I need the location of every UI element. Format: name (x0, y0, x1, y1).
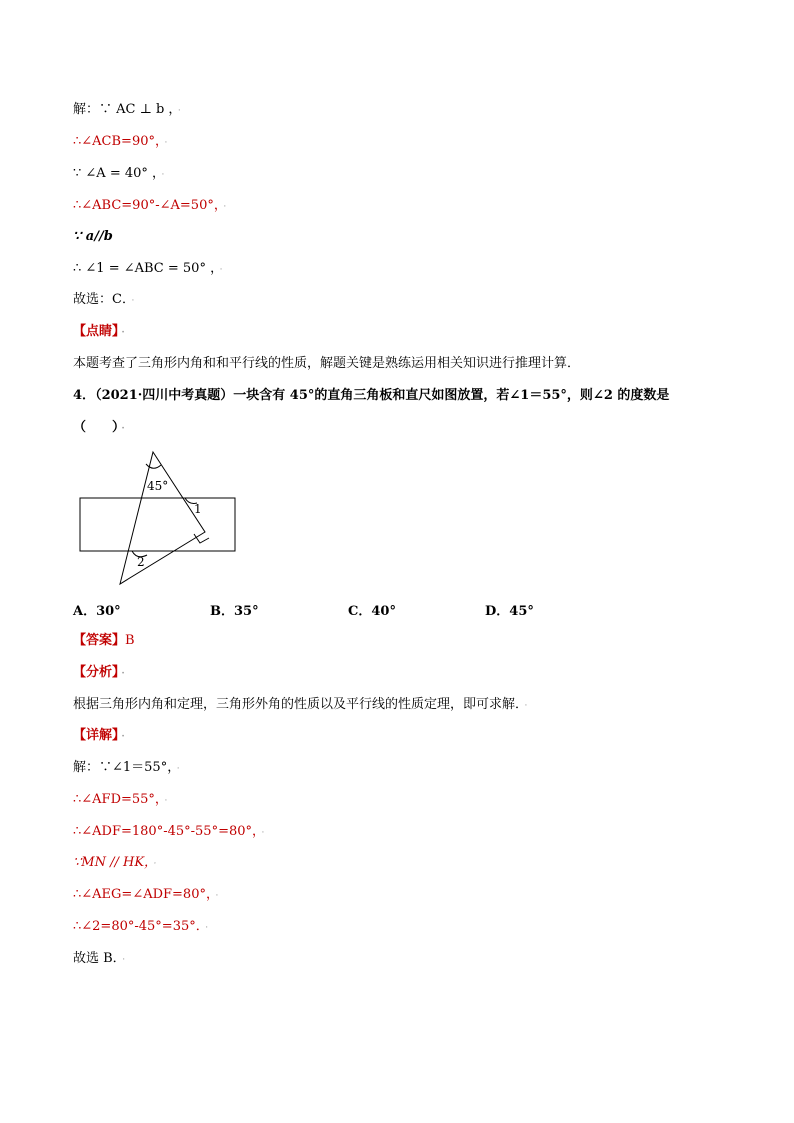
answer-line (73, 632, 135, 650)
question-stem: 4．（2021·四川中考真题）一块含有 45°的直角三角板和直尺如图放置，若∠1＝55°，则∠2 的度数是 (73, 388, 670, 403)
detail-line-5: ∴∠AEG=∠ADF=80°， · (73, 887, 219, 902)
detail-line-7: 故选 B． · (73, 951, 126, 966)
detail-line-6: ∴∠2=80°-45°=35°． · (73, 919, 209, 934)
option-a[interactable]: A．30° (73, 604, 121, 619)
label-angle-1: 1 (194, 502, 202, 516)
prev-solution-line-4: ∴∠ABC=90°-∠A=50°， · (73, 198, 227, 213)
prev-comment-text: 本题考查了三角形内角和和平行线的性质，解题关键是熟练运用相关知识进行推理计算． (73, 356, 581, 371)
prev-solution-line-6: ∴ ∠1 = ∠ABC = 50° ， · (73, 261, 223, 276)
prev-solution-line-3: ∵ ∠A = 40° ， · (73, 166, 165, 181)
answer-options (73, 600, 713, 620)
detail-line-3: ∴∠ADF=180°-45°-55°=80°， · (73, 824, 265, 839)
label-45: 45° (147, 479, 169, 493)
detail-line-1: 解：∵∠1＝55°， · (73, 760, 180, 775)
detail-tag: 【详解】 · (73, 728, 125, 743)
answer-value: B (125, 633, 135, 648)
question-text: 一块含有 45°的直角三角板和直尺如图放置，若∠1＝55°，则∠2 的度数是 (233, 388, 670, 403)
prev-solution-line-2: ∴∠ACB=90°， · (73, 134, 168, 149)
detail-line-2: ∴∠AFD=55°， · (73, 792, 168, 807)
prev-solution-line-5: ∵ a//b (73, 229, 113, 244)
label-angle-2: 2 (137, 555, 145, 569)
right-angle-mark (194, 534, 209, 543)
figure-svg (73, 448, 253, 590)
angle-arc-top (146, 464, 161, 468)
detail-line-4: ∵MN // HK， · (73, 855, 157, 870)
prev-solution-line-7: 故选：C． · (73, 292, 135, 307)
option-c[interactable]: C．40° (348, 604, 396, 619)
option-b[interactable]: B．35° (210, 604, 259, 619)
question-number: 4 (73, 388, 83, 403)
answer-tag: 【答案】 (73, 633, 126, 648)
question-blank: （ ） · (73, 420, 125, 435)
prev-solution-line-1: 解：∵ AC ⊥ b ， · (73, 102, 181, 117)
ruler-rect (80, 498, 235, 551)
analysis-tag: 【分析】 · (73, 665, 125, 680)
option-d[interactable]: D．45° (485, 604, 534, 619)
set-square-triangle (120, 452, 205, 584)
question-source: （2021·四川中考真题） (95, 388, 234, 403)
prev-comment-tag: 【点睛】 · (73, 324, 125, 339)
triangle-ruler-figure (73, 448, 253, 590)
analysis-text: 根据三角形内角和定理，三角形外角的性质以及平行线的性质定理，即可求解． · (73, 697, 528, 712)
